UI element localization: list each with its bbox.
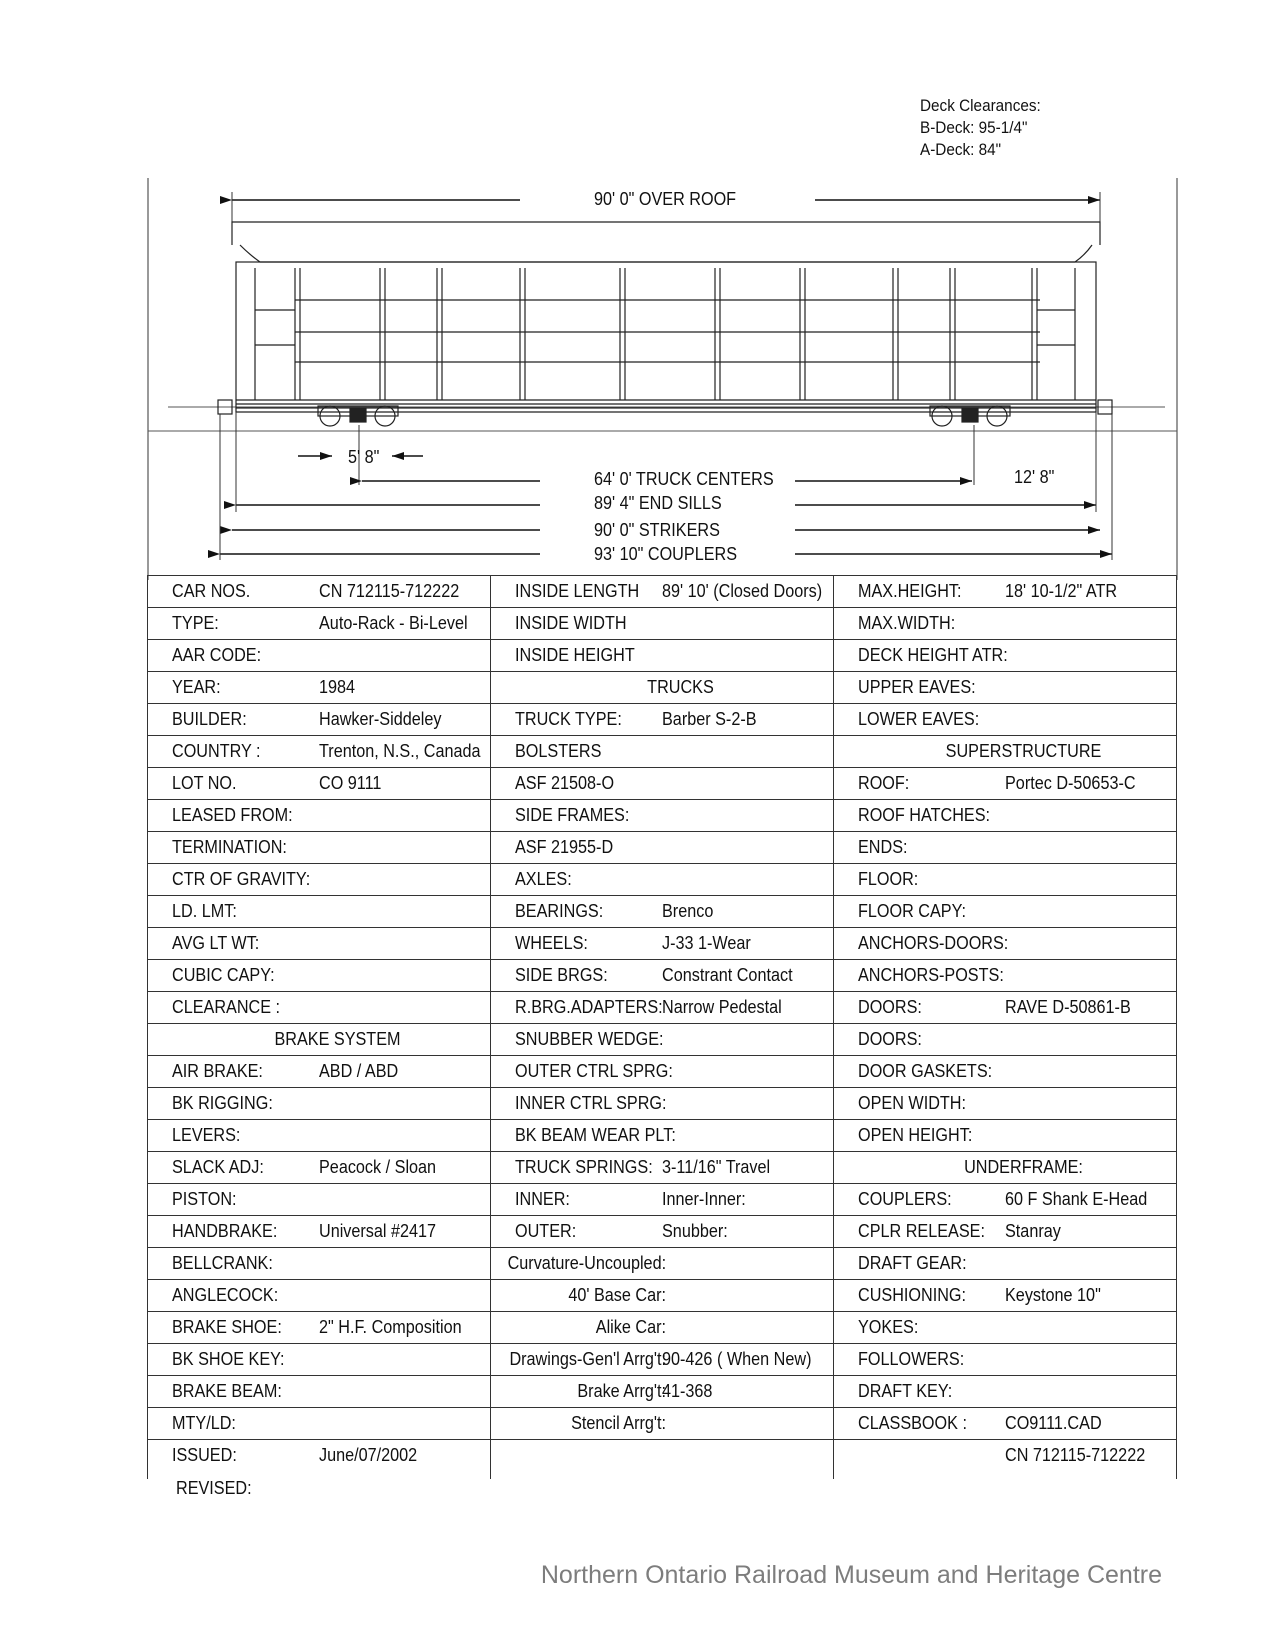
spec-row-car bbox=[147, 1279, 490, 1311]
spec-label: HANDBRAKE: bbox=[172, 1221, 278, 1241]
spec-row-car bbox=[147, 991, 490, 1023]
spec-row-structure bbox=[833, 735, 1176, 767]
spec-label: TERMINATION: bbox=[172, 837, 287, 857]
spec-label: AVG LT WT: bbox=[172, 933, 260, 953]
spec-row-trucks bbox=[490, 1215, 833, 1247]
spec-label: TRUCK TYPE: bbox=[515, 709, 622, 729]
spec-row-trucks bbox=[490, 1183, 833, 1215]
spec-label: UPPER EAVES: bbox=[858, 677, 976, 697]
spec-value: 18' 10-1/2" ATR bbox=[1005, 581, 1118, 601]
spec-label: CLASSBOOK : bbox=[858, 1413, 967, 1433]
spec-label: DOOR GASKETS: bbox=[858, 1061, 993, 1081]
spec-label: 40' Base Car: bbox=[568, 1285, 666, 1305]
spec-label: DOORS: bbox=[858, 997, 922, 1017]
spec-label: BRAKE SHOE: bbox=[172, 1317, 282, 1337]
strikers-label: 90' 0" STRIKERS bbox=[594, 520, 720, 540]
spec-value: Stanray bbox=[1005, 1221, 1061, 1241]
spec-row-trucks bbox=[490, 895, 833, 927]
spec-column-trucks bbox=[490, 575, 833, 1479]
spec-value: 3-11/16" Travel bbox=[662, 1157, 771, 1177]
spec-label: TRUCKS bbox=[647, 677, 714, 697]
spec-label: OPEN HEIGHT: bbox=[858, 1125, 973, 1145]
spec-row-structure bbox=[833, 1279, 1176, 1311]
spec-label: ASF 21508-O bbox=[515, 773, 615, 793]
spec-label: CAR NOS. bbox=[172, 581, 251, 601]
spec-label: OUTER: bbox=[515, 1221, 577, 1241]
spec-label: WHEELS: bbox=[515, 933, 588, 953]
spec-value: 60 F Shank E-Head bbox=[1005, 1189, 1148, 1209]
spec-label: CTR OF GRAVITY: bbox=[172, 869, 311, 889]
a-deck-clearance: A-Deck: 84" bbox=[920, 140, 1002, 159]
spec-value: RAVE D-50861-B bbox=[1005, 997, 1131, 1017]
spec-value: Hawker-Siddeley bbox=[319, 709, 442, 729]
spec-row-structure bbox=[833, 639, 1176, 671]
spec-row-structure bbox=[833, 799, 1176, 831]
spec-row-structure bbox=[833, 575, 1176, 607]
spec-row-car bbox=[147, 767, 490, 799]
spec-value: Keystone 10" bbox=[1005, 1285, 1101, 1305]
spec-row-car bbox=[147, 1343, 490, 1375]
spec-label: CUBIC CAPY: bbox=[172, 965, 275, 985]
spec-row-car bbox=[147, 927, 490, 959]
spec-row-trucks bbox=[490, 1375, 833, 1407]
spec-label: LOT NO. bbox=[172, 773, 237, 793]
spec-label: MAX.WIDTH: bbox=[858, 613, 956, 633]
spec-label: ANCHORS-POSTS: bbox=[858, 965, 1004, 985]
spec-value: Snubber: bbox=[662, 1221, 728, 1241]
truck-offset-right-label: 12' 8" bbox=[1014, 467, 1055, 487]
spec-row-structure bbox=[833, 1151, 1176, 1183]
spec-row-trucks bbox=[490, 671, 833, 703]
spec-row-car bbox=[147, 1439, 490, 1471]
spec-row-car bbox=[147, 639, 490, 671]
spec-label: ENDS: bbox=[858, 837, 908, 857]
spec-row-trucks bbox=[490, 1151, 833, 1183]
spec-row-car bbox=[147, 1151, 490, 1183]
spec-row-trucks bbox=[490, 863, 833, 895]
spec-value: Auto-Rack - Bi-Level bbox=[319, 613, 468, 633]
spec-row-car bbox=[147, 1215, 490, 1247]
spec-label: BEARINGS: bbox=[515, 901, 604, 921]
truck-offset-left-label: 5' 8" bbox=[348, 447, 380, 467]
spec-label: ASF 21955-D bbox=[515, 837, 614, 857]
car-body bbox=[218, 222, 1112, 414]
spec-label: DOORS: bbox=[858, 1029, 922, 1049]
spec-label: UNDERFRAME: bbox=[964, 1157, 1083, 1177]
spec-label: Drawings-Gen'l Arrg't: bbox=[509, 1349, 666, 1369]
over-roof-label: 90' 0" OVER ROOF bbox=[594, 189, 737, 209]
spec-value: Trenton, N.S., Canada bbox=[319, 741, 481, 761]
spec-row-structure bbox=[833, 991, 1176, 1023]
spec-row-structure bbox=[833, 703, 1176, 735]
spec-label: BRAKE BEAM: bbox=[172, 1381, 282, 1401]
spec-label: INSIDE LENGTH bbox=[515, 581, 640, 601]
spec-label: SIDE FRAMES: bbox=[515, 805, 630, 825]
spec-value: 1984 bbox=[319, 677, 356, 697]
spec-row-trucks bbox=[490, 1119, 833, 1151]
spec-label: FOLLOWERS: bbox=[858, 1349, 965, 1369]
spec-label: PISTON: bbox=[172, 1189, 237, 1209]
spec-row-car bbox=[147, 1055, 490, 1087]
spec-value: 2" H.F. Composition bbox=[319, 1317, 462, 1337]
spec-row-structure bbox=[833, 1375, 1176, 1407]
spec-label: MAX.HEIGHT: bbox=[858, 581, 962, 601]
spec-label: AXLES: bbox=[515, 869, 572, 889]
spec-value: Universal #2417 bbox=[319, 1221, 437, 1241]
spec-label: AAR CODE: bbox=[172, 645, 262, 665]
spec-row-trucks bbox=[490, 703, 833, 735]
spec-label: CPLR RELEASE: bbox=[858, 1221, 985, 1241]
spec-value: ABD / ABD bbox=[319, 1061, 399, 1081]
spec-label: DRAFT KEY: bbox=[858, 1381, 953, 1401]
spec-row-trucks bbox=[490, 799, 833, 831]
spec-label: ANGLECOCK: bbox=[172, 1285, 279, 1305]
revised-label: REVISED: bbox=[176, 1478, 252, 1498]
spec-label: DECK HEIGHT ATR: bbox=[858, 645, 1008, 665]
spec-row-trucks bbox=[490, 959, 833, 991]
spec-label: OPEN WIDTH: bbox=[858, 1093, 966, 1113]
spec-row-car bbox=[147, 863, 490, 895]
spec-label: CUSHIONING: bbox=[858, 1285, 967, 1305]
spec-row-trucks bbox=[490, 1247, 833, 1279]
spec-label: LEASED FROM: bbox=[172, 805, 293, 825]
spec-value: Inner-Inner: bbox=[662, 1189, 746, 1209]
spec-label: Alike Car: bbox=[595, 1317, 666, 1337]
spec-row-car bbox=[147, 1119, 490, 1151]
spec-row-trucks bbox=[490, 927, 833, 959]
spec-label: SNUBBER WEDGE: bbox=[515, 1029, 664, 1049]
spec-value: Narrow Pedestal bbox=[662, 997, 782, 1017]
spec-label: BK SHOE KEY: bbox=[172, 1349, 285, 1369]
spec-label: LEVERS: bbox=[172, 1125, 241, 1145]
spec-row-structure bbox=[833, 1407, 1176, 1439]
spec-label: YOKES: bbox=[858, 1317, 919, 1337]
spec-column-structure bbox=[833, 575, 1176, 1479]
spec-row-trucks bbox=[490, 1087, 833, 1119]
spec-value: June/07/2002 bbox=[319, 1445, 418, 1465]
spec-row-car bbox=[147, 1087, 490, 1119]
spec-label: DRAFT GEAR: bbox=[858, 1253, 967, 1273]
spec-label: OUTER CTRL SPRG: bbox=[515, 1061, 673, 1081]
spec-label: CLEARANCE : bbox=[172, 997, 281, 1017]
spec-row-car bbox=[147, 1375, 490, 1407]
spec-label: Curvature-Uncoupled: bbox=[507, 1253, 667, 1273]
spec-label: Brake Arrg't: bbox=[577, 1381, 666, 1401]
couplers-dimension-label: 93' 10" COUPLERS bbox=[594, 544, 738, 564]
spec-label: ROOF HATCHES: bbox=[858, 805, 991, 825]
spec-row-structure bbox=[833, 959, 1176, 991]
spec-row-trucks bbox=[490, 1439, 833, 1471]
spec-label: BUILDER: bbox=[172, 709, 247, 729]
spec-row-trucks bbox=[490, 1279, 833, 1311]
spec-value: Constrant Contact bbox=[662, 965, 793, 985]
spec-row-structure bbox=[833, 1087, 1176, 1119]
spec-label: LOWER EAVES: bbox=[858, 709, 980, 729]
spec-row-trucks bbox=[490, 1055, 833, 1087]
spec-row-car bbox=[147, 735, 490, 767]
spec-value: CO9111.CAD bbox=[1005, 1413, 1102, 1433]
spec-row-trucks bbox=[490, 767, 833, 799]
b-deck-clearance: B-Deck: 95-1/4" bbox=[920, 118, 1028, 137]
spec-row-car bbox=[147, 1247, 490, 1279]
spec-column-car bbox=[147, 575, 490, 1479]
spec-label: FLOOR: bbox=[858, 869, 919, 889]
spec-value: Barber S-2-B bbox=[662, 709, 757, 729]
spec-row-structure bbox=[833, 863, 1176, 895]
spec-label: R.BRG.ADAPTERS: bbox=[515, 997, 663, 1017]
spec-row-car bbox=[147, 671, 490, 703]
spec-row-car bbox=[147, 1311, 490, 1343]
spec-row-trucks bbox=[490, 607, 833, 639]
spec-label: BELLCRANK: bbox=[172, 1253, 273, 1273]
spec-label: ISSUED: bbox=[172, 1445, 237, 1465]
truck-centers-label: 64' 0' TRUCK CENTERS bbox=[594, 469, 774, 489]
spec-row-trucks bbox=[490, 1023, 833, 1055]
spec-row-structure bbox=[833, 1215, 1176, 1247]
spec-row-structure bbox=[833, 671, 1176, 703]
spec-row-car bbox=[147, 895, 490, 927]
spec-label: BK RIGGING: bbox=[172, 1093, 273, 1113]
spec-label: AIR BRAKE: bbox=[172, 1061, 263, 1081]
spec-row-structure bbox=[833, 927, 1176, 959]
spec-value: 41-368 bbox=[662, 1381, 713, 1401]
spec-value: J-33 1-Wear bbox=[662, 933, 751, 953]
spec-value: 89' 10' (Closed Doors) bbox=[662, 581, 823, 601]
spec-label: ROOF: bbox=[858, 773, 910, 793]
spec-label: SLACK ADJ: bbox=[172, 1157, 264, 1177]
spec-row-structure bbox=[833, 1055, 1176, 1087]
spec-row-car bbox=[147, 607, 490, 639]
spec-label: COUNTRY : bbox=[172, 741, 261, 761]
spec-value: CO 9111 bbox=[319, 773, 382, 793]
spec-label: BRAKE SYSTEM bbox=[274, 1029, 401, 1049]
spec-row-trucks bbox=[490, 1343, 833, 1375]
truck-right bbox=[930, 406, 1010, 426]
spec-row-trucks bbox=[490, 1311, 833, 1343]
spec-value: Portec D-50653-C bbox=[1005, 773, 1136, 793]
spec-row-structure bbox=[833, 1119, 1176, 1151]
spec-value: Peacock / Sloan bbox=[319, 1157, 437, 1177]
spec-label: FLOOR CAPY: bbox=[858, 901, 967, 921]
spec-label: ANCHORS-DOORS: bbox=[858, 933, 1009, 953]
spec-row-trucks bbox=[490, 831, 833, 863]
spec-row-car bbox=[147, 1023, 490, 1055]
spec-row-car bbox=[147, 575, 490, 607]
spec-label: TRUCK SPRINGS: bbox=[515, 1157, 653, 1177]
spec-row-car bbox=[147, 799, 490, 831]
spec-label: BK BEAM WEAR PLT: bbox=[515, 1125, 676, 1145]
spec-row-car bbox=[147, 831, 490, 863]
spec-row-structure bbox=[833, 895, 1176, 927]
spec-label: MTY/LD: bbox=[172, 1413, 236, 1433]
spec-label: COUPLERS: bbox=[858, 1189, 952, 1209]
spec-label: INSIDE WIDTH bbox=[515, 613, 627, 633]
spec-label: Stencil Arrg't: bbox=[571, 1413, 666, 1433]
spec-row-structure bbox=[833, 607, 1176, 639]
spec-row-structure bbox=[833, 1183, 1176, 1215]
spec-label: TYPE: bbox=[172, 613, 219, 633]
spec-table bbox=[147, 575, 1177, 1479]
spec-row-trucks bbox=[490, 639, 833, 671]
spec-row-structure bbox=[833, 1023, 1176, 1055]
spec-row-structure bbox=[833, 1439, 1176, 1471]
spec-value: Brenco bbox=[662, 901, 714, 921]
spec-row-trucks bbox=[490, 991, 833, 1023]
spec-row-trucks bbox=[490, 735, 833, 767]
spec-label: LD. LMT: bbox=[172, 901, 237, 921]
spec-row-structure bbox=[833, 1343, 1176, 1375]
spec-row-car bbox=[147, 959, 490, 991]
spec-row-structure bbox=[833, 1247, 1176, 1279]
spec-row-car bbox=[147, 703, 490, 735]
spec-value: CN 712115-712222 bbox=[319, 581, 460, 601]
spec-label: SUPERSTRUCTURE bbox=[945, 741, 1102, 761]
spec-row-car bbox=[147, 1183, 490, 1215]
spec-value: CN 712115-712222 bbox=[1005, 1445, 1146, 1465]
spec-label: YEAR: bbox=[172, 677, 221, 697]
spec-row-structure bbox=[833, 767, 1176, 799]
spec-label: INNER: bbox=[515, 1189, 570, 1209]
end-sills-label: 89' 4" END SILLS bbox=[594, 493, 722, 513]
spec-row-structure bbox=[833, 831, 1176, 863]
deck-clearances-title: Deck Clearances: bbox=[920, 96, 1041, 115]
spec-label: BOLSTERS bbox=[515, 741, 602, 761]
spec-row-structure bbox=[833, 1311, 1176, 1343]
spec-value: 90-426 ( When New) bbox=[662, 1349, 812, 1369]
truck-left bbox=[318, 406, 398, 426]
museum-watermark: Northern Ontario Railroad Museum and Heritage Centre bbox=[540, 1561, 1162, 1589]
spec-row-trucks bbox=[490, 575, 833, 607]
spec-row-trucks bbox=[490, 1407, 833, 1439]
spec-label: INNER CTRL SPRG: bbox=[515, 1093, 667, 1113]
spec-label: SIDE BRGS: bbox=[515, 965, 608, 985]
spec-label: INSIDE HEIGHT bbox=[515, 645, 635, 665]
spec-row-car bbox=[147, 1407, 490, 1439]
